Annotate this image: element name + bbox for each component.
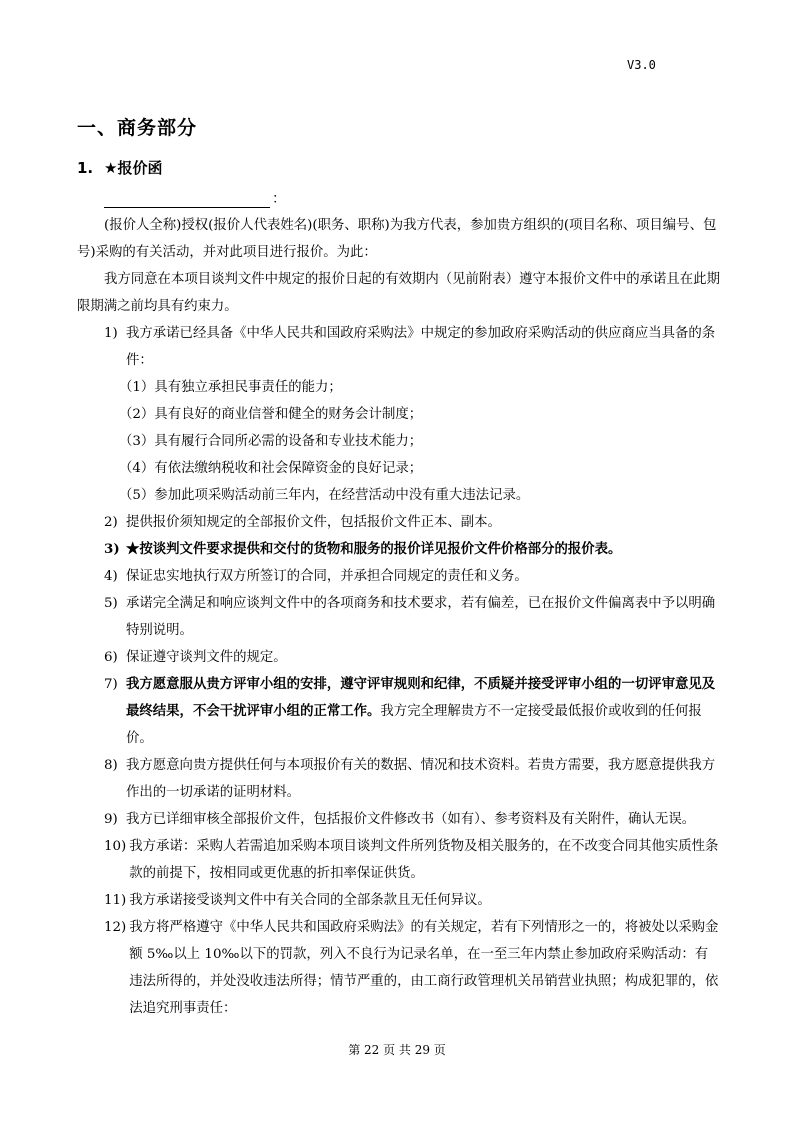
paragraph-validity: 我方同意在本项目谈判文件中规定的报价日起的有效期内（见前附表）遵守本报价文件中的承诺且在此期限期满之前均具有约束力。 bbox=[77, 272, 720, 314]
sub-title-text: ★报价函 bbox=[104, 159, 163, 177]
list-item: 10) 我方承诺：采购人若需追加采购本项目谈判文件所列货物及相关服务的，在不改变合同其他实质性条款的前提下，按相同或更优惠的折扣率保证供货。 bbox=[104, 839, 719, 881]
sub-title-number: 1. bbox=[77, 159, 94, 177]
condition-item: （2）具有良好的商业信誉和健全的财务会计制度； bbox=[119, 407, 423, 422]
list-item: 6) 保证遵守谈判文件的规定。 bbox=[104, 650, 287, 665]
addressee-blank-line bbox=[104, 193, 270, 208]
condition-item: （3）具有履行合同所必需的设备和专业技术能力； bbox=[119, 434, 423, 449]
list-item: 2) 提供报价须知规定的全部报价文件，包括报价文件正本、副本。 bbox=[104, 515, 501, 530]
addressee bbox=[104, 188, 286, 208]
list-item: 11) 我方承诺接受谈判文件中有关合同的全部条款且无任何异议。 bbox=[104, 893, 491, 908]
version-label: V3.0 bbox=[627, 58, 656, 72]
list-item: 1) 我方承诺已经具备《中华人民共和国政府采购法》中规定的参加政府采购活动的供应商应当具备的条件： bbox=[104, 326, 716, 368]
list-item: 8) 我方愿意向贵方提供任何与本项报价有关的数据、情况和技术资料。若贵方需要，我方愿意提供我方作出的一切承诺的证明材料。 bbox=[104, 758, 716, 800]
sub-title bbox=[77, 157, 162, 178]
list-item: 5) 承诺完全满足和响应谈判文件中的各项商务和技术要求，若有偏差，已在报价文件偏离表中予以明确特别说明。 bbox=[104, 596, 716, 638]
section-title: 一、商务部分 bbox=[77, 117, 198, 139]
addressee-colon: ： bbox=[272, 191, 286, 207]
page-footer: 第 22 页 共 29 页 bbox=[348, 1043, 446, 1057]
list-item: 12) 我方将严格遵守《中华人民共和国政府采购法》的有关规定，若有下列情形之一的，将被处以采购金额 5‰以上 10‰以下的罚款，列入不良行为记录名单，在一至三年内禁止参加政府采购活动：有违法所得的，并处没收违法所得；情节严重的，由工商行政管理机关吊销营业执照；构成犯罪的，依法追究刑事责任： bbox=[104, 920, 719, 1016]
list-item: 7) 我方愿意服从贵方评审小组的安排，遵守评审规则和纪律，不质疑并接受评审小组的一切评审意见及最终结果，不会干扰评审小组的正常工作。我方完全理解贵方不一定接受最低报价或收到的任何报价。 bbox=[104, 676, 716, 746]
list-item: 3) ★按谈判文件要求提供和交付的货物和服务的报价详见报价文件价格部分的报价表。 bbox=[104, 541, 622, 557]
condition-item: （4）有依法缴纳税收和社会保障资金的良好记录； bbox=[119, 461, 423, 476]
emphasized-text: 我方愿意服从贵方评审小组的安排，遵守评审规则和纪律，不质疑并接受评审小组的一切评审意见及最终结果，不会干扰评审小组的正常工作。 bbox=[126, 676, 716, 719]
condition-item: （1）具有独立承担民事责任的能力； bbox=[119, 380, 342, 395]
paragraph-authorization: (报价人全称)授权(报价人代表姓名)(职务、职称)为我方代表，参加贵方组织的(项目名称、项目编号、包号)采购的有关活动，并对此项目进行报价。为此： bbox=[77, 218, 717, 260]
condition-item: （5）参加此项采购活动前三年内，在经营活动中没有重大违法记录。 bbox=[119, 488, 530, 503]
list-item: 9) 我方已详细审核全部报价文件，包括报价文件修改书（如有）、参考资料及有关附件，确认无误。 bbox=[104, 812, 696, 827]
list-item: 4) 保证忠实地执行双方所签订的合同，并承担合同规定的责任和义务。 bbox=[104, 569, 528, 584]
letter-body bbox=[77, 212, 720, 1022]
